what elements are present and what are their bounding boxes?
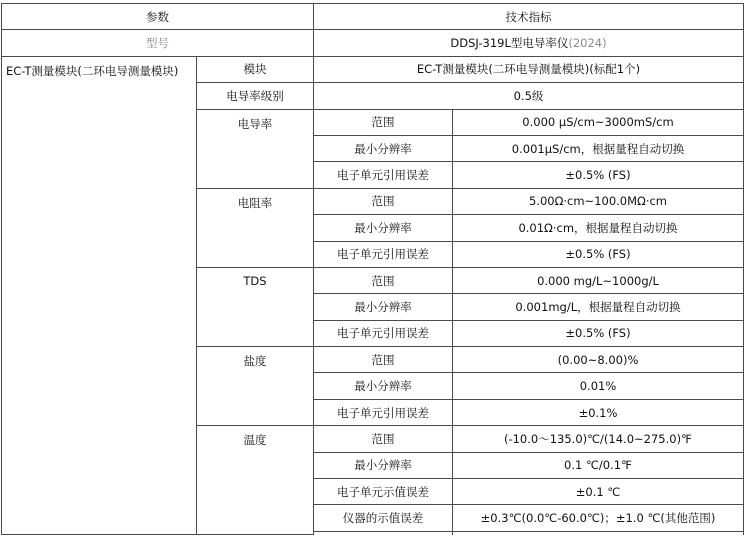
model-value-cell — [314, 30, 744, 56]
row-label: 电子单元示值误差 — [314, 479, 453, 505]
row-value: 0.001μS/cm，根据量程自动切换 — [453, 135, 744, 161]
row-label: 范围 — [314, 347, 453, 373]
group-name-resistivity: 电阻率 — [197, 188, 314, 267]
group-name-salinity: 盐度 — [197, 347, 314, 426]
row-label: 最小分辨率 — [314, 135, 453, 161]
row-value: ±0.3℃(0.0℃-60.0℃)；±1.0 ℃(其他范围) — [453, 505, 744, 531]
row-label: 电子单元引用误差 — [314, 320, 453, 346]
row-value: ±0.5% (FS) — [453, 162, 744, 188]
header-row — [2, 4, 744, 30]
cutoff-cell — [453, 531, 744, 535]
row-value: ±0.1% — [453, 399, 744, 425]
module-label: 模块 — [197, 56, 314, 82]
row-label: 电子单元引用误差 — [314, 162, 453, 188]
model-year: (2024) — [568, 36, 607, 51]
row-value: 0.01Ω·cm，根据量程自动切换 — [453, 215, 744, 241]
row-value: ±0.5% (FS) — [453, 320, 744, 346]
row-value: 0.1 ℃/0.1℉ — [453, 452, 744, 478]
row-label: 范围 — [314, 188, 453, 214]
row-label: 最小分辨率 — [314, 294, 453, 320]
model-value: DDSJ-319L型电导率仪 — [450, 36, 569, 51]
group-name-conductivity: 电导率 — [197, 109, 314, 188]
row-label: 最小分辨率 — [314, 215, 453, 241]
row-value: 0.000 mg/L~1000g/L — [453, 267, 744, 293]
model-label: 型号 — [2, 30, 314, 56]
module-name: EC-T测量模块(二环电导测量模块) — [2, 56, 197, 535]
group-name-temperature: 温度 — [197, 426, 314, 535]
row-label: 范围 — [314, 109, 453, 135]
cutoff-cell — [314, 531, 453, 535]
row-value: ±0.5% (FS) — [453, 241, 744, 267]
param-header: 参数 — [2, 4, 314, 30]
row-label: 最小分辨率 — [314, 373, 453, 399]
row-value: 0.001mg/L，根据量程自动切换 — [453, 294, 744, 320]
group-name-tds: TDS — [197, 267, 314, 346]
row-value: 0.01% — [453, 373, 744, 399]
row-label: 电子单元引用误差 — [314, 241, 453, 267]
grade-label: 电导率级别 — [197, 83, 314, 109]
row-value: (-10.0～135.0)℃/(14.0~275.0)℉ — [453, 426, 744, 452]
row-label: 电子单元引用误差 — [314, 399, 453, 425]
row-value: 0.000 μS/cm~3000mS/cm — [453, 109, 744, 135]
row-label: 仪器的示值误差 — [314, 505, 453, 531]
row-label: 范围 — [314, 426, 453, 452]
row-label: 最小分辨率 — [314, 452, 453, 478]
module-row — [2, 56, 744, 82]
module-value: EC-T测量模块(二环电导测量模块)(标配1个) — [314, 56, 744, 82]
row-value: 5.00Ω·cm~100.0MΩ·cm — [453, 188, 744, 214]
model-row — [2, 30, 744, 56]
row-value: ±0.1 ℃ — [453, 479, 744, 505]
row-value: (0.00~8.00)% — [453, 347, 744, 373]
spec-header: 技术指标 — [314, 4, 744, 30]
grade-value: 0.5级 — [314, 83, 744, 109]
spec-table — [1, 3, 744, 535]
row-label: 范围 — [314, 267, 453, 293]
